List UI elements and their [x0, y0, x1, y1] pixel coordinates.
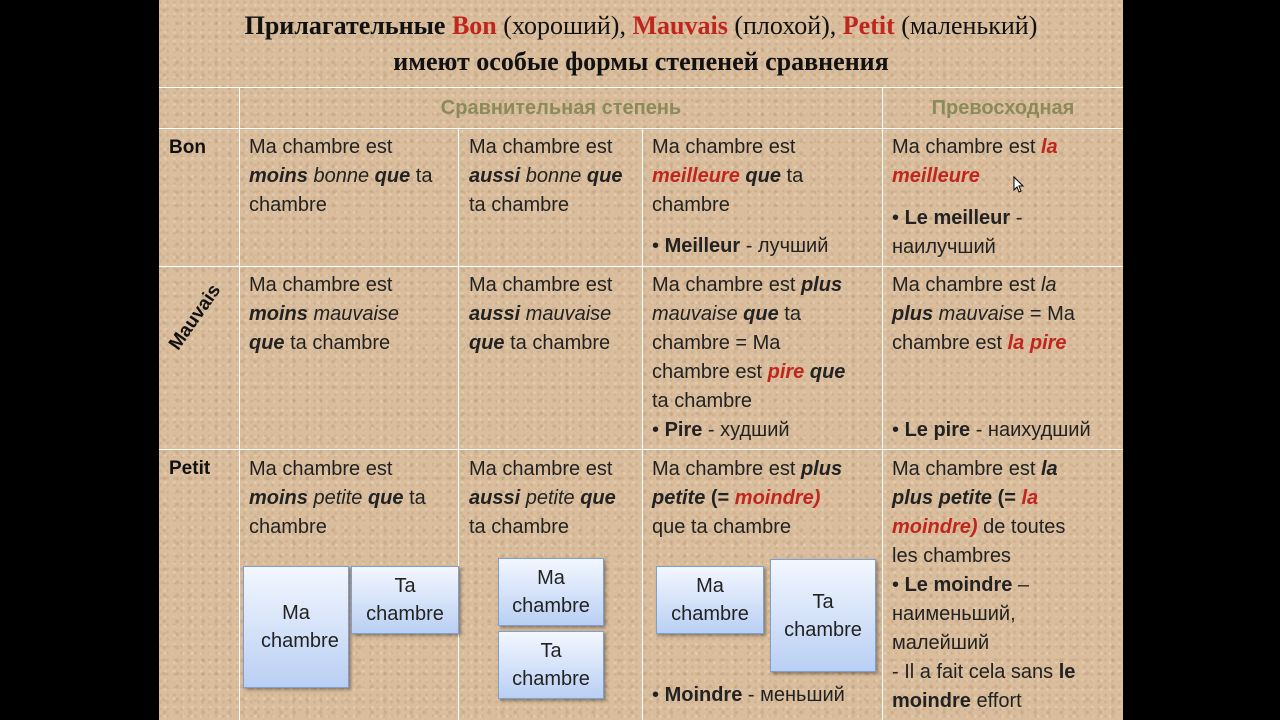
- text: bonne: [307, 165, 375, 187]
- text: plus: [800, 274, 843, 296]
- box-ma-chambre-small: [656, 566, 764, 634]
- mauvais-bullet-le-pire: • Le pire - наихудший: [892, 419, 1091, 441]
- petit-cell-less: [249, 455, 454, 542]
- bon-bullet-le-meilleur: [892, 204, 1022, 262]
- text: Ma chambre est: [652, 458, 801, 480]
- text: que: [586, 165, 623, 187]
- text: -: [1010, 207, 1023, 229]
- text: que: [249, 332, 285, 354]
- text: наилучший: [892, 236, 996, 258]
- box-ta-chambre-small: [351, 566, 459, 634]
- box-ma-chambre-equal: [498, 558, 604, 626]
- text-line: [249, 162, 454, 191]
- text: la: [1040, 458, 1058, 480]
- text: mauvaise: [307, 303, 400, 325]
- text: que: [367, 487, 404, 509]
- text: moindre): [734, 487, 821, 509]
- text: le: [1058, 661, 1076, 683]
- text: ta: [403, 487, 426, 509]
- text: que: [469, 332, 505, 354]
- title-bon-translation: (хороший),: [503, 11, 626, 40]
- title-mauvais-translation: (плохой),: [734, 11, 837, 40]
- text: meilleure: [652, 165, 740, 187]
- text-line: • Le meilleur -: [892, 207, 1023, 229]
- text: mauvaise: [933, 303, 1025, 325]
- bon-cell-more: [652, 133, 878, 220]
- text: (=: [992, 487, 1022, 509]
- text: moins: [249, 487, 308, 509]
- petit-cell-more: [652, 455, 878, 542]
- text-line: [892, 455, 1120, 484]
- text-line: [249, 329, 454, 358]
- box-label: Ma chambre: [261, 602, 339, 652]
- text: petite: [652, 487, 706, 509]
- text: petite: [307, 487, 368, 509]
- text: –: [1012, 574, 1030, 596]
- bon-bullet-meilleur: • Meilleur - лучший: [652, 235, 829, 257]
- text-line: [652, 300, 878, 329]
- row-label-mauvais: Mauvais: [165, 280, 226, 355]
- text: Ma chambre est: [249, 136, 393, 158]
- text: наименьший,: [892, 603, 1016, 625]
- petit-bullet-moindre: • Moindre - меньший: [652, 684, 845, 706]
- row-label-petit: Petit: [169, 458, 211, 479]
- text-line: [892, 329, 1120, 358]
- text: la: [1021, 487, 1039, 509]
- text: - меньший: [742, 684, 845, 706]
- box-ta-chambre-large: [770, 559, 876, 672]
- title-line-2: имеют особые формы степеней сравнения: [393, 47, 889, 76]
- text: Moindre: [664, 684, 743, 706]
- mouse-cursor-icon: [1013, 176, 1025, 194]
- text: petite: [520, 487, 581, 509]
- text: малейший: [892, 632, 990, 654]
- slide: [159, 0, 1123, 720]
- text: que: [374, 165, 411, 187]
- text: chambre est: [652, 361, 768, 383]
- text: Ma chambre est: [652, 274, 801, 296]
- text: Le moindre: [904, 574, 1013, 596]
- box-label: Ta chambre: [784, 590, 862, 641]
- text: meilleure: [892, 165, 980, 187]
- text: la pire: [1007, 332, 1067, 354]
- text-line: [652, 271, 878, 300]
- box-ma-chambre-large: [243, 566, 349, 688]
- text: de toutes: [977, 516, 1066, 538]
- header-superlative: Превосходная: [931, 97, 1075, 119]
- text: les chambres: [892, 545, 1011, 567]
- box-label: Ma chambre: [671, 575, 749, 625]
- text: Ma chambre est: [892, 274, 1041, 296]
- text: que: [743, 303, 779, 325]
- text: Ma chambre est: [469, 136, 613, 158]
- text: - лучший: [740, 235, 829, 257]
- text: plus: [800, 458, 843, 480]
- slide-title: [159, 8, 1123, 80]
- text: chambre = Ma: [652, 332, 781, 354]
- box-label: Ma chambre: [512, 567, 590, 617]
- text: moindre: [892, 690, 971, 712]
- text: Ma chambre est: [469, 458, 613, 480]
- text: ta chambre: [284, 332, 391, 354]
- text: (=: [705, 487, 735, 509]
- text-line: [892, 658, 1120, 687]
- bon-cell-equal: [469, 133, 641, 220]
- table-line: [882, 87, 883, 720]
- mauvais-cell-more: [652, 271, 878, 445]
- text: ta chambre: [652, 390, 753, 412]
- text: Ma chambre est: [469, 274, 613, 296]
- text: mauvaise: [520, 303, 612, 325]
- text-line: [892, 133, 1120, 162]
- text-line: [892, 513, 1120, 542]
- text-line: [892, 271, 1120, 300]
- text: chambre: [249, 516, 327, 538]
- title-bon: Bon: [451, 11, 497, 40]
- box-ta-chambre-equal: [498, 631, 604, 699]
- table-line: [239, 87, 240, 720]
- text: Le meilleur: [904, 207, 1011, 229]
- text: ta chambre: [469, 516, 570, 538]
- text-line: [249, 300, 454, 329]
- text: = Ma: [1024, 303, 1075, 325]
- text: que ta chambre: [652, 516, 791, 538]
- text: bonne: [520, 165, 587, 187]
- text: Ma chambre est: [892, 136, 1041, 158]
- table-line: [642, 128, 643, 720]
- text: ta: [410, 165, 433, 187]
- text: plus petite: [892, 487, 993, 509]
- text-line: [469, 484, 641, 513]
- text-line: [652, 358, 878, 387]
- text-line: [892, 484, 1120, 513]
- text: chambre est: [892, 332, 1008, 354]
- text: que: [739, 165, 781, 187]
- mauvais-cell-equal: [469, 271, 641, 358]
- mauvais-cell-less: [249, 271, 454, 358]
- table-line: [159, 449, 1123, 450]
- text: pire: [767, 361, 805, 383]
- mauvais-cell-superlative: [892, 271, 1120, 358]
- text: Ma chambre est: [249, 274, 393, 296]
- text: chambre: [652, 194, 730, 216]
- text-line: [892, 162, 1120, 191]
- text: que: [580, 487, 616, 509]
- text: chambre: [249, 194, 327, 216]
- text: Pire: [664, 419, 703, 441]
- text: ta chambre: [469, 194, 570, 216]
- bon-cell-less: [249, 133, 454, 220]
- text-line: [469, 162, 641, 191]
- text: - наихудший: [970, 419, 1091, 441]
- text: Ma chambre est: [249, 458, 393, 480]
- text: Ma chambre est: [892, 458, 1041, 480]
- text: aussi: [469, 165, 521, 187]
- text-line: [652, 484, 878, 513]
- text: la: [1040, 136, 1058, 158]
- text-line: • Le moindre –: [892, 574, 1030, 596]
- text-line: [652, 162, 878, 191]
- text-line: [892, 687, 1120, 716]
- petit-cell-equal: [469, 455, 641, 542]
- text: plus: [892, 303, 934, 325]
- text-line: [892, 300, 1120, 329]
- petit-cell-superlative: [892, 455, 1120, 716]
- box-label: Ta chambre: [512, 640, 590, 690]
- table-line: [159, 266, 1123, 267]
- text: aussi: [469, 303, 521, 325]
- text: effort: [970, 690, 1022, 712]
- text: moins: [249, 303, 308, 325]
- row-label-bon: Bon: [169, 137, 206, 158]
- text: ta chambre: [504, 332, 611, 354]
- title-mauvais: Mauvais: [632, 11, 728, 40]
- text: Ma chambre est: [652, 136, 796, 158]
- text: moins: [249, 165, 308, 187]
- text: - худший: [702, 419, 790, 441]
- text-line: [469, 329, 641, 358]
- text: Le pire: [904, 419, 971, 441]
- text: - Il a fait cela sans: [892, 661, 1059, 683]
- bullet-pire: • Pire - худший: [652, 419, 790, 441]
- text: que: [804, 361, 846, 383]
- bon-cell-superlative: [892, 133, 1120, 191]
- text-line: [652, 455, 878, 484]
- header-comparative: Сравнительная степень: [440, 97, 682, 119]
- text: moindre): [892, 516, 978, 538]
- text: Meilleur: [664, 235, 741, 257]
- text: ta: [778, 303, 801, 325]
- title-line-1: [159, 8, 1123, 44]
- text: la: [1040, 274, 1057, 296]
- text: ta: [780, 165, 804, 187]
- text-line: [249, 484, 454, 513]
- title-petit-translation: (маленький): [901, 11, 1038, 40]
- text: aussi: [469, 487, 521, 509]
- title-petit: Petit: [842, 11, 895, 40]
- text: mauvaise: [652, 303, 744, 325]
- text-line: [469, 300, 641, 329]
- title-word: Прилагательные: [244, 11, 446, 40]
- box-label: Ta chambre: [366, 575, 444, 625]
